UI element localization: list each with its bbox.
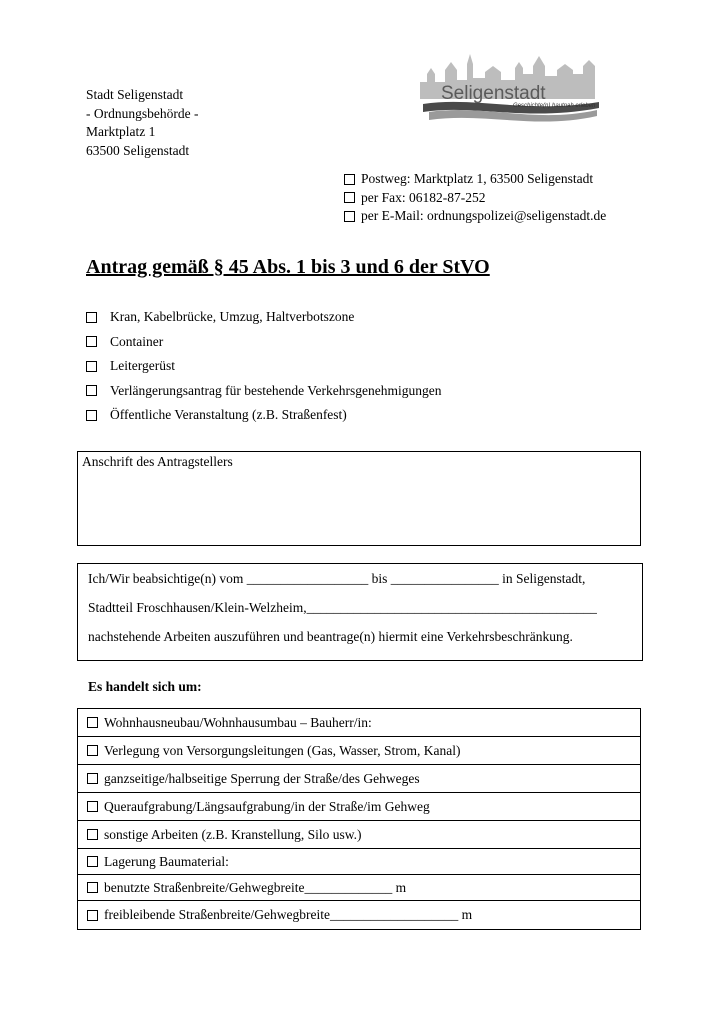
authority-address	[86, 86, 198, 160]
authority-line: Marktplatz 1	[86, 124, 156, 139]
logo-tagline: Geschichte(n) hautnah erleben	[513, 103, 596, 109]
submission-option	[344, 170, 606, 189]
works-row	[78, 765, 640, 793]
works-row	[78, 737, 640, 765]
works-label: freibleibende Straßenbreite/Gehwegbreite___________________ m	[104, 907, 473, 922]
work-period-statement: nachstehende Arbeiten auszuführen und beantrage(n) hiermit eine Verkehrsbeschränkung.	[88, 629, 573, 644]
works-row	[78, 821, 640, 849]
request-type-label: Container	[110, 333, 164, 349]
authority-line: - Ordnungsbehörde -	[86, 105, 199, 121]
authority-line: 63500 Seligenstadt	[86, 142, 190, 158]
submission-option-label: per E-Mail: ordnungspolizei@seligenstadt.de	[361, 208, 607, 223]
applicant-address-field[interactable]	[77, 451, 641, 546]
checkbox[interactable]	[87, 717, 98, 728]
checkbox[interactable]	[87, 745, 98, 756]
submission-options	[344, 170, 606, 226]
checkbox[interactable]	[87, 829, 98, 840]
city-skyline-icon	[415, 44, 605, 126]
works-table	[77, 708, 641, 930]
request-type-item	[86, 305, 442, 330]
authority-line: Stadt Seligenstadt	[86, 87, 184, 102]
request-type-list	[86, 305, 442, 428]
works-heading: Es handelt sich um:	[88, 679, 202, 694]
applicant-address-label: Anschrift des Antragstellers	[82, 454, 233, 469]
works-label: benutzte Straßenbreite/Gehwegbreite_____________ m	[104, 879, 407, 895]
submission-option-label: per Fax: 06182-87-252	[361, 189, 486, 205]
work-period-dates[interactable]: Ich/Wir beabsichtige(n) vom __________________ bis ________________ in Seligenstadt,	[88, 571, 586, 586]
request-type-label: Leitergerüst	[110, 358, 175, 374]
checkbox[interactable]	[87, 882, 98, 893]
submission-option-label: Postweg: Marktplatz 1, 63500 Seligenstadt	[361, 171, 594, 186]
work-period-box	[77, 563, 643, 661]
checkbox[interactable]	[86, 410, 97, 421]
request-type-label: Kran, Kabelbrücke, Umzug, Haltverbotszone	[110, 309, 355, 325]
request-type-item	[86, 403, 442, 428]
checkbox[interactable]	[87, 910, 98, 921]
works-label: ganzseitige/halbseitige Sperrung der Straße/des Gehweges	[104, 770, 420, 786]
works-row	[78, 793, 640, 821]
request-type-label: Verlängerungsantrag für bestehende Verkehrsgenehmigungen	[110, 382, 442, 398]
checkbox[interactable]	[344, 174, 355, 185]
work-period-district[interactable]: Stadtteil Froschhausen/Klein-Welzheim,___________________________________________	[88, 600, 597, 615]
submission-option	[344, 207, 606, 226]
checkbox[interactable]	[86, 361, 97, 372]
works-label: Wohnhausneubau/Wohnhausumbau – Bauherr/in:	[104, 714, 372, 730]
checkbox[interactable]	[86, 336, 97, 347]
request-type-item	[86, 354, 442, 379]
checkbox[interactable]	[344, 192, 355, 203]
works-label: Queraufgrabung/Längsaufgrabung/in der Straße/im Gehweg	[104, 798, 430, 814]
works-label: Lagerung Baumaterial:	[104, 853, 229, 869]
city-logo	[415, 44, 605, 126]
works-label: Verlegung von Versorgungsleitungen (Gas, Wasser, Strom, Kanal)	[104, 742, 461, 758]
checkbox[interactable]	[87, 773, 98, 784]
request-type-item	[86, 379, 442, 404]
logo-name: Seligenstadt	[441, 83, 546, 104]
request-type-label: Öffentliche Veranstaltung (z.B. Straßenfest)	[110, 407, 347, 423]
works-row	[78, 709, 640, 737]
request-type-item	[86, 330, 442, 355]
document-title: Antrag gemäß § 45 Abs. 1 bis 3 und 6 der StVO	[86, 256, 490, 278]
works-row	[78, 901, 640, 929]
checkbox[interactable]	[86, 385, 97, 396]
checkbox[interactable]	[86, 312, 97, 323]
works-label: sonstige Arbeiten (z.B. Kranstellung, Silo usw.)	[104, 826, 362, 842]
checkbox[interactable]	[344, 211, 355, 222]
works-row	[78, 849, 640, 875]
checkbox[interactable]	[87, 801, 98, 812]
works-row	[78, 875, 640, 901]
checkbox[interactable]	[87, 856, 98, 867]
submission-option	[344, 189, 606, 208]
